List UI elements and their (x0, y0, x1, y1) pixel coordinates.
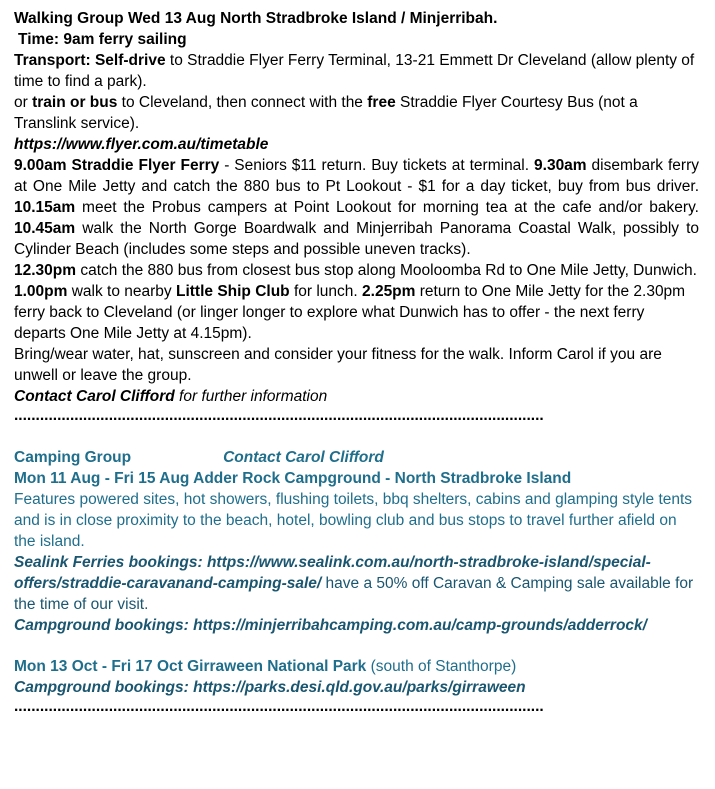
time-930-text: disembark ferry at One Mile Jetty and catch the 880 bus to Pt Lookout - $1 for a day ticket, buy from bus driver. (14, 157, 699, 195)
timetable-link[interactable]: https://www.flyer.com.au/timetable (14, 136, 269, 153)
time-225-text: return to One Mile Jetty for the 2.30pm ferry back to Cleveland (or linger longer to explore what Dunwich has to offer - the next ferry departs One Mile Jetty at 4.15pm). (14, 283, 686, 342)
trip2-title: Mon 13 Oct - Fri 17 Oct Girraween National Park (14, 658, 367, 675)
time-1015: 10.15am (14, 199, 76, 216)
contact-text: for further information (174, 388, 328, 405)
trip1-title: Mon 11 Aug - Fri 15 Aug Adder Rock Campground - North Stradbroke Island (14, 470, 572, 487)
divider-bottom: ........................................................................................................................... (14, 698, 544, 715)
trip2-subtitle: (south of Stanthorpe) (366, 658, 517, 675)
walking-time: Time: 9am ferry sailing (18, 31, 187, 48)
camping-heading: Camping Group (14, 449, 132, 466)
time-100-text-2: for lunch. (289, 283, 363, 300)
gap (14, 636, 699, 656)
time-1045-text: walk the North Gorge Boardwalk and Minjerribah Panorama Coastal Walk, possibly to Cylinder Beach (includes some steps and possible uneven tracks). (14, 220, 699, 258)
or-text: or (14, 94, 33, 111)
contact-name: Contact Carol Clifford (14, 388, 175, 405)
walking-group-title: Walking Group Wed 13 Aug North Stradbroke Island / Minjerribah. (14, 10, 498, 27)
train-bus-paragraph (14, 92, 699, 134)
little-ship-club: Little Ship Club (175, 283, 290, 300)
time-900: 9.00am Straddie Flyer Ferry (14, 157, 220, 174)
free-label: free (367, 94, 396, 111)
contact-paragraph (14, 386, 699, 407)
sealink-link[interactable]: Sealink Ferries bookings: https://www.sealink.com.au/north-stradbroke-island/special-offers/straddie-caravanand-camping-sale/ (14, 554, 651, 592)
trip1-bookings-link[interactable]: Campground bookings: https://minjerribahcamping.com.au/camp-grounds/adderrock/ (14, 617, 647, 634)
divider-top: ........................................................................................................................... (14, 407, 544, 424)
time-100: 1.00pm (14, 283, 68, 300)
schedule-paragraph (14, 155, 699, 260)
time-1015-text: meet the Probus campers at Point Lookout for morning tea at the cafe and/or bakery. (75, 199, 699, 216)
time-100-text-1: walk to nearby (67, 283, 176, 300)
trip2-bookings-link[interactable]: Campground bookings: https://parks.desi.qld.gov.au/parks/girraween (14, 679, 526, 696)
trip1-description: Features powered sites, hot showers, flushing toilets, bbq shelters, cabins and glamping style tents and is in close proximity to the beach, hotel, bowling club and bus stops to travel further afield on the island. (14, 491, 693, 550)
time-1045: 10.45am (14, 220, 76, 237)
train-bus-label: train or bus (32, 94, 118, 111)
transport-label: Transport: Self-drive (14, 52, 166, 69)
bring-paragraph: Bring/wear water, hat, sunscreen and consider your fitness for the walk. Inform Carol if you are unwell or leave the group. (14, 346, 662, 384)
transport-text: to Straddie Flyer Ferry Terminal, 13-21 Emmett Dr Cleveland (allow plenty of time to find a park). (14, 52, 695, 90)
time-930: 9.30am (534, 157, 587, 174)
sealink-paragraph (14, 552, 699, 615)
spacer (14, 425, 699, 447)
time-225: 2.25pm (362, 283, 416, 300)
camping-contact: Contact Carol Clifford (223, 449, 384, 466)
lunch-paragraph (14, 281, 699, 344)
time-900-text: - Seniors $11 return. Buy tickets at terminal. (219, 157, 535, 174)
transport-paragraph (14, 50, 699, 92)
time-1230: 12.30pm (14, 262, 77, 279)
trip2-title-row (14, 656, 699, 677)
to-cleveland-text: to Cleveland, then connect with the (117, 94, 368, 111)
bus-paragraph (14, 260, 699, 281)
camping-heading-row (14, 447, 699, 468)
sealink-text: have a 50% off Caravan & Camping sale available for the time of our visit. (14, 575, 694, 613)
courtesy-bus-text: Straddie Flyer Courtesy Bus (not a Translink service). (14, 94, 638, 132)
time-1230-text: catch the 880 bus from closest bus stop along Mooloomba Rd to One Mile Jetty, Dunwich. (76, 262, 697, 279)
